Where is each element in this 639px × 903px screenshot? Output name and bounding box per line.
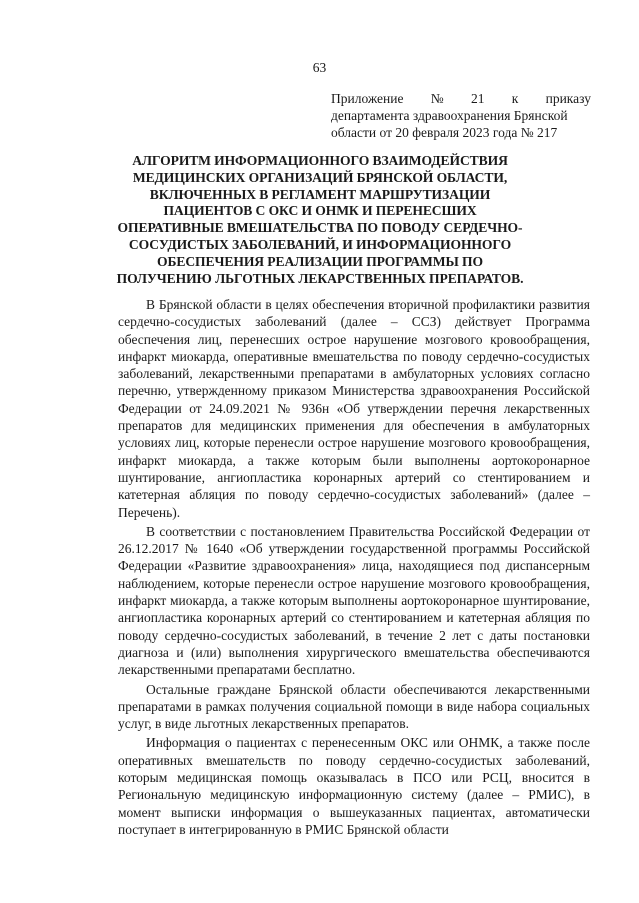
appendix-word: 21 — [470, 91, 485, 106]
appendix-word: № — [430, 91, 444, 106]
document-title: АЛГОРИТМ ИНФОРМАЦИОННОГО ВЗАИМОДЕЙСТВИЯ МЕДИЦИНСКИХ ОРГАНИЗАЦИЙ БРЯНСКОЙ ОБЛАСТИ, ВКЛЮЧЕННЫХ В РЕГЛАМЕНТ МАРШРУТИЗАЦИИ ПАЦИЕНТОВ С ОКС И ОНМК И ПЕРЕНЕСШИХ ОПЕРАТИВНЫЕ ВМЕШАТЕЛЬСТВА ПО ПОВОДУ СЕРДЕЧНО-СОСУДИСТЫХ ЗАБОЛЕВАНИЙ, И ИНФОРМАЦИОННОГО ОБЕСПЕЧЕНИЯ РЕАЛИЗАЦИИ ПРОГРАММЫ ПО ПОЛУЧЕНИЮ ЛЬГОТНЫХ ЛЕКАРСТВЕННЫХ ПРЕПАРАТОВ. — [116, 153, 524, 286]
document-body — [118, 296, 590, 840]
body-paragraph: Информация о пациентах с перенесенным ОКС или ОНМК, а также после оперативных вмешательств по поводу сердечно-сосудистых заболеваний, которым медицинская помощь оказывалась в ПСО или РСЦ, вносится в Региональную медицинскую информационную систему (далее – РМИС), в момент выписки информация о вышеуказанных пациентах, автоматически поступает в интегрированную в РМИС Брянской области — [118, 735, 590, 837]
appendix-word: Приложение — [331, 91, 404, 106]
body-paragraph: Остальные граждане Брянской области обеспечиваются лекарственными препаратами в рамках получения социальной помощи в виде набора социальных услуг, в виде льготных лекарственных препаратов. — [118, 681, 590, 732]
body-paragraph: В Брянской области в целях обеспечения вторичной профилактики развития сердечно-сосудистых заболеваний (далее – ССЗ) действует Программа обеспечения лиц, перенесших острое нарушение мозгового кровообращения, инфаркт миокарда, оперативные вмешательства по поводу сердечно-сосудистых заболеваний, лекарственными препаратами в амбулаторных условиях согласно перечню, утвержденному приказом Министерства здравоохранения Российской Федерации от 24.09.2021 № 936н «Об утверждении перечня лекарственных препаратов для медицинских применения для обеспечения в амбулаторных условиях лиц, которые перенесли острое нарушение мозгового кровообращения, инфаркт миокарда, а также которым были выполнены аортокоронарное шунтирование, ангиопластика коронарных артерий со стентированием и катетерная абляция по поводу сердечно-сосудистых заболеваний» (далее – Перечень). — [118, 297, 590, 520]
body-paragraph: В соответствии с постановлением Правительства Российской Федерации от 26.12.2017 № 1640 «Об утверждении государственной программы Российской Федерации «Развитие здравоохранения» лица, находящиеся под диспансерным наблюдением, которые перенесли острое нарушение мозгового кровообращения, инфаркт миокарда, а также которым выполнены аортокоронарное шунтирование, ангиопластика коронарных артерий со стентированием и катетерная абляция по поводу сердечно-сосудистых заболеваний, в течение 2 лет с даты постановки диагноза и (или) выполнения хирургического вмешательства обеспечиваются лекарственными препаратами бесплатно. — [118, 523, 590, 678]
appendix-header — [331, 90, 591, 141]
appendix-line-1 — [331, 90, 591, 107]
page-number: 63 — [312, 60, 327, 75]
appendix-line-3: области от 20 февраля 2023 года № 217 — [331, 125, 558, 140]
appendix-word: к — [511, 91, 519, 106]
appendix-word: приказу — [545, 91, 591, 106]
appendix-line-2: департамента здравоохранения Брянской — [331, 108, 568, 123]
